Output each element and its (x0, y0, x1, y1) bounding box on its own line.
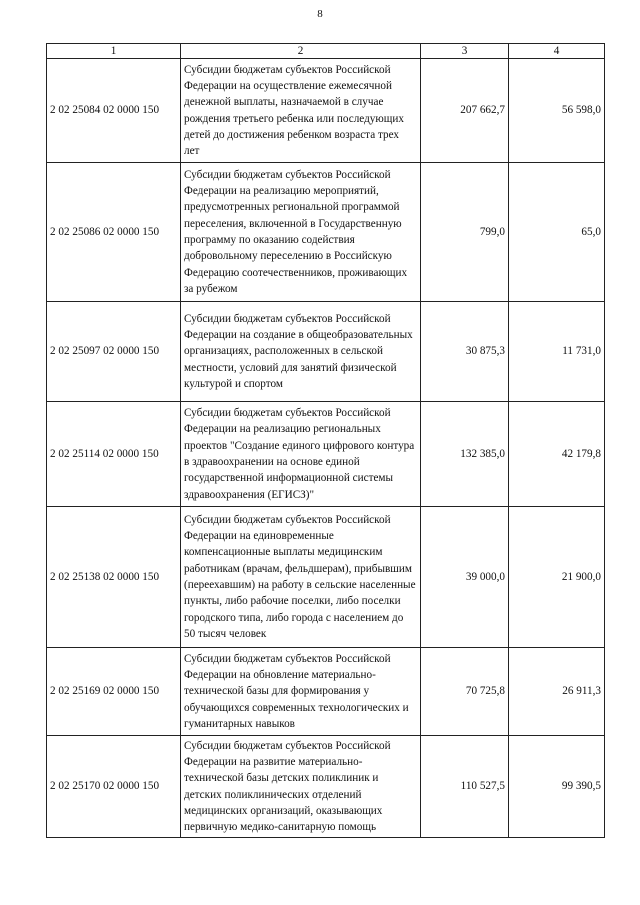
column-header-3: 3 (421, 44, 509, 59)
table-header-row (47, 44, 605, 59)
row-code: 2 02 25170 02 0000 150 (47, 736, 181, 838)
column-header-4: 4 (509, 44, 605, 59)
row-value-col4: 99 390,5 (509, 736, 605, 838)
row-code: 2 02 25084 02 0000 150 (47, 59, 181, 163)
row-code: 2 02 25086 02 0000 150 (47, 163, 181, 302)
table-row (47, 163, 605, 302)
row-description: Субсидии бюджетам субъектов Российской Федерации на реализацию мероприятий, предусмотренных региональной программой переселения, включенной в Государственную программу по оказанию содействия добровольному переселению в Российскую Федерацию соотечественников, проживающих за рубежом (181, 163, 421, 302)
row-description: Субсидии бюджетам субъектов Российской Федерации на обновление материально-технической базы для формирования у обучающихся современных технологических и гуманитарных навыков (181, 648, 421, 736)
table-row (47, 59, 605, 163)
row-value-col4: 26 911,3 (509, 648, 605, 736)
row-value-col3: 207 662,7 (421, 59, 509, 163)
row-value-col3: 70 725,8 (421, 648, 509, 736)
row-value-col3: 132 385,0 (421, 402, 509, 507)
row-value-col4: 56 598,0 (509, 59, 605, 163)
row-value-col4: 65,0 (509, 163, 605, 302)
row-value-col3: 110 527,5 (421, 736, 509, 838)
table-row (47, 648, 605, 736)
row-code: 2 02 25114 02 0000 150 (47, 402, 181, 507)
row-value-col4: 21 900,0 (509, 507, 605, 648)
row-value-col3: 39 000,0 (421, 507, 509, 648)
table-row (47, 302, 605, 402)
table-row (47, 402, 605, 507)
row-value-col3: 30 875,3 (421, 302, 509, 402)
row-value-col4: 42 179,8 (509, 402, 605, 507)
budget-table (46, 43, 605, 838)
row-description: Субсидии бюджетам субъектов Российской Федерации на создание в общеобразовательных организациях, расположенных в сельской местности, условий для занятий физической культурой и спортом (181, 302, 421, 402)
row-description: Субсидии бюджетам субъектов Российской Федерации на развитие материально-технической базы детских поликлиник и детских поликлинических отделений медицинских организаций, оказывающих первичную медико-санитарную помощь (181, 736, 421, 838)
row-value-col3: 799,0 (421, 163, 509, 302)
table-row (47, 507, 605, 648)
row-value-col4: 11 731,0 (509, 302, 605, 402)
column-header-2: 2 (181, 44, 421, 59)
row-description: Субсидии бюджетам субъектов Российской Федерации на единовременные компенсационные выплаты медицинским работникам (врачам, фельдшерам), прибывшим (переехавшим) на работу в сельские населенные пункты, либо рабочие поселки, либо поселки городского типа, либо города с населением до 50 тысяч человек (181, 507, 421, 648)
table-row (47, 736, 605, 838)
column-header-1: 1 (47, 44, 181, 59)
row-description: Субсидии бюджетам субъектов Российской Федерации на осуществление ежемесячной денежной выплаты, назначаемой в случае рождения третьего ребенка или последующих детей до достижения ребенком возраста трех лет (181, 59, 421, 163)
page-number: 8 (317, 8, 323, 20)
row-code: 2 02 25138 02 0000 150 (47, 507, 181, 648)
row-description: Субсидии бюджетам субъектов Российской Федерации на реализацию региональных проектов "Создание единого цифрового контура в здравоохранении на основе единой государственной информационной системы здравоохранения (ЕГИСЗ)" (181, 402, 421, 507)
row-code: 2 02 25169 02 0000 150 (47, 648, 181, 736)
row-code: 2 02 25097 02 0000 150 (47, 302, 181, 402)
